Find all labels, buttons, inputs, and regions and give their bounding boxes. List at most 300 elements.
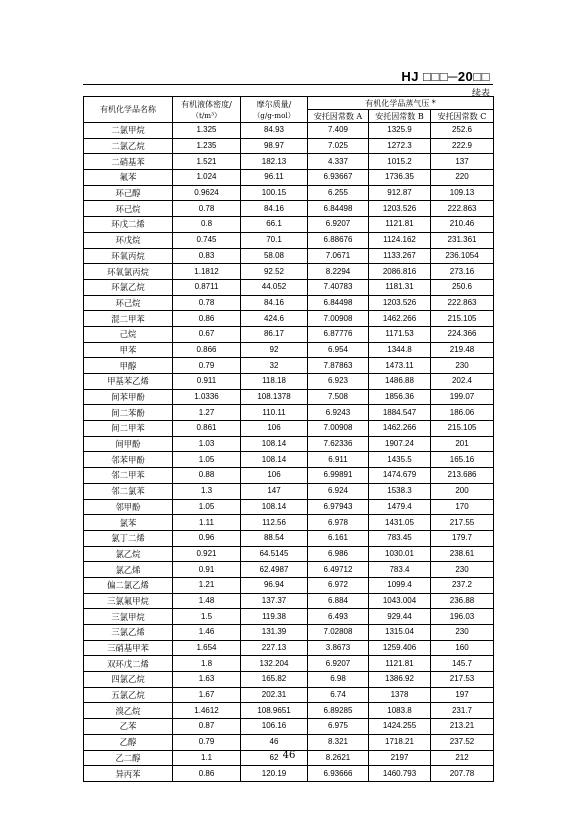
cell-chemical-name: 环戊烷	[84, 232, 173, 248]
cell-molar-mass: 147	[241, 483, 308, 499]
cell-antoine-b: 1315.04	[369, 625, 431, 641]
cell-density: 0.79	[173, 358, 241, 374]
cell-molar-mass: 118.18	[241, 374, 308, 390]
cell-antoine-a: 7.00908	[308, 421, 369, 437]
cell-molar-mass: 112.56	[241, 515, 308, 531]
cell-molar-mass: 227.13	[241, 640, 308, 656]
document-code: HJ □□□─20□□	[401, 69, 490, 84]
cell-chemical-name: 己烷	[84, 326, 173, 342]
cell-antoine-a: 7.0671	[308, 248, 369, 264]
cell-antoine-b: 1325.9	[369, 123, 431, 139]
header-molar-label: 摩尔质量/	[256, 99, 292, 109]
cell-antoine-b: 2197	[369, 750, 431, 766]
cell-molar-mass: 84.16	[241, 295, 308, 311]
cell-antoine-b: 1121.81	[369, 656, 431, 672]
cell-molar-mass: 119.38	[241, 609, 308, 625]
cell-antoine-c: 250.6	[431, 279, 494, 295]
cell-antoine-c: 212	[431, 750, 494, 766]
cell-antoine-b: 1203.526	[369, 295, 431, 311]
cell-antoine-b: 1462.266	[369, 311, 431, 327]
cell-molar-mass: 86.17	[241, 326, 308, 342]
cell-antoine-b: 1171.53	[369, 326, 431, 342]
cell-density: 0.96	[173, 530, 241, 546]
cell-antoine-b: 912.87	[369, 185, 431, 201]
table-row	[84, 295, 494, 311]
cell-chemical-name: 邻苯甲酚	[84, 452, 173, 468]
cell-antoine-b: 783.45	[369, 530, 431, 546]
cell-chemical-name: 环氧氯丙烷	[84, 264, 173, 280]
table-row	[84, 279, 494, 295]
cell-molar-mass: 32	[241, 358, 308, 374]
table-row	[84, 562, 494, 578]
cell-antoine-c: 222.9	[431, 138, 494, 154]
cell-density: 1.235	[173, 138, 241, 154]
cell-chemical-name: 异丙苯	[84, 766, 173, 782]
cell-molar-mass: 66.1	[241, 217, 308, 233]
cell-antoine-c: 197	[431, 687, 494, 703]
table-row	[84, 468, 494, 484]
table-row	[84, 421, 494, 437]
cell-antoine-c: 215.105	[431, 311, 494, 327]
cell-antoine-a: 8.2621	[308, 750, 369, 766]
cell-chemical-name: 间二苯酚	[84, 405, 173, 421]
cell-antoine-c: 217.55	[431, 515, 494, 531]
header-density-label: 有机液体密度/	[181, 99, 232, 109]
cell-chemical-name: 乙二醇	[84, 750, 173, 766]
cell-antoine-c: 230	[431, 625, 494, 641]
cell-antoine-a: 6.93667	[308, 170, 369, 186]
cell-molar-mass: 70.1	[241, 232, 308, 248]
cell-antoine-a: 7.40783	[308, 279, 369, 295]
cell-antoine-a: 6.255	[308, 185, 369, 201]
cell-antoine-b: 1736.35	[369, 170, 431, 186]
table-row	[84, 530, 494, 546]
cell-antoine-c: 202.4	[431, 374, 494, 390]
cell-density: 1.05	[173, 499, 241, 515]
cell-antoine-c: 236.1054	[431, 248, 494, 264]
cell-density: 0.921	[173, 546, 241, 562]
cell-antoine-c: 170	[431, 499, 494, 515]
cell-antoine-c: 213.686	[431, 468, 494, 484]
cell-molar-mass: 108.9651	[241, 703, 308, 719]
cell-antoine-a: 7.87863	[308, 358, 369, 374]
cell-antoine-c: 219.48	[431, 342, 494, 358]
cell-chemical-name: 三氯氟甲烷	[84, 593, 173, 609]
cell-molar-mass: 108.14	[241, 452, 308, 468]
cell-chemical-name: 混二甲苯	[84, 311, 173, 327]
table-row	[84, 640, 494, 656]
cell-antoine-c: 201	[431, 436, 494, 452]
cell-molar-mass: 88.54	[241, 530, 308, 546]
cell-density: 1.3	[173, 483, 241, 499]
header-chemical-name: 有机化学品名称	[84, 97, 173, 123]
cell-antoine-c: 224.366	[431, 326, 494, 342]
table-row	[84, 248, 494, 264]
table-row	[84, 515, 494, 531]
cell-antoine-a: 6.74	[308, 687, 369, 703]
table-row	[84, 170, 494, 186]
cell-chemical-name: 氯乙烯	[84, 562, 173, 578]
cell-density: 1.27	[173, 405, 241, 421]
cell-molar-mass: 84.16	[241, 201, 308, 217]
cell-density: 1.325	[173, 123, 241, 139]
cell-antoine-b: 1462.266	[369, 421, 431, 437]
cell-density: 1.21	[173, 577, 241, 593]
cell-density: 0.9624	[173, 185, 241, 201]
cell-density: 1.8	[173, 656, 241, 672]
cell-antoine-c: 215.105	[431, 421, 494, 437]
cell-antoine-a: 8.2294	[308, 264, 369, 280]
table-body	[84, 123, 494, 782]
cell-density: 1.4612	[173, 703, 241, 719]
cell-density: 0.8	[173, 217, 241, 233]
cell-chemical-name: 邻甲酚	[84, 499, 173, 515]
cell-antoine-b: 1424.255	[369, 719, 431, 735]
cell-antoine-c: 230	[431, 562, 494, 578]
cell-chemical-name: 邻二甲苯	[84, 468, 173, 484]
cell-antoine-b: 1133.267	[369, 248, 431, 264]
cell-antoine-c: 137	[431, 154, 494, 170]
header-density	[173, 97, 241, 123]
table-row	[84, 483, 494, 499]
cell-antoine-a: 6.49712	[308, 562, 369, 578]
cell-chemical-name: 氯乙烷	[84, 546, 173, 562]
cell-molar-mass: 132.204	[241, 656, 308, 672]
cell-density: 1.024	[173, 170, 241, 186]
cell-antoine-a: 4.337	[308, 154, 369, 170]
cell-antoine-a: 6.88676	[308, 232, 369, 248]
header-molar-unit: （g/g-mol）	[253, 110, 295, 120]
cell-antoine-a: 6.493	[308, 609, 369, 625]
cell-antoine-a: 6.98	[308, 672, 369, 688]
cell-chemical-name: 氟苯	[84, 170, 173, 186]
cell-antoine-c: 222.863	[431, 201, 494, 217]
cell-antoine-b: 1884.547	[369, 405, 431, 421]
table-row	[84, 201, 494, 217]
cell-molar-mass: 202.31	[241, 687, 308, 703]
cell-density: 0.88	[173, 468, 241, 484]
cell-density: 1.67	[173, 687, 241, 703]
cell-antoine-c: 145.7	[431, 656, 494, 672]
cell-antoine-a: 6.9207	[308, 217, 369, 233]
table-row	[84, 766, 494, 782]
table-row	[84, 734, 494, 750]
table-row	[84, 719, 494, 735]
table-row	[84, 311, 494, 327]
cell-chemical-name: 甲基苯乙烯	[84, 374, 173, 390]
header-vapor-pressure: 有机化学品蒸气压 *	[308, 97, 494, 110]
table-row	[84, 264, 494, 280]
cell-chemical-name: 环氯乙烷	[84, 279, 173, 295]
table-row	[84, 625, 494, 641]
cell-molar-mass: 92.52	[241, 264, 308, 280]
cell-molar-mass: 108.1378	[241, 389, 308, 405]
cell-antoine-c: 237.52	[431, 734, 494, 750]
cell-molar-mass: 64.5145	[241, 546, 308, 562]
cell-antoine-b: 1121.81	[369, 217, 431, 233]
cell-antoine-c: 237.2	[431, 577, 494, 593]
cell-density: 0.67	[173, 326, 241, 342]
table-row	[84, 609, 494, 625]
cell-density: 0.745	[173, 232, 241, 248]
table-row	[84, 405, 494, 421]
cell-antoine-c: 196.03	[431, 609, 494, 625]
cell-antoine-b: 1015.2	[369, 154, 431, 170]
cell-molar-mass: 62	[241, 750, 308, 766]
cell-molar-mass: 165.82	[241, 672, 308, 688]
cell-density: 1.5	[173, 609, 241, 625]
cell-antoine-b: 1259.406	[369, 640, 431, 656]
table-row	[84, 672, 494, 688]
cell-antoine-c: 160	[431, 640, 494, 656]
cell-chemical-name: 双环戊二烯	[84, 656, 173, 672]
table-row	[84, 232, 494, 248]
cell-antoine-c: 213.21	[431, 719, 494, 735]
cell-chemical-name: 环己烷	[84, 295, 173, 311]
cell-chemical-name: 二氯甲烷	[84, 123, 173, 139]
cell-antoine-c: 199.07	[431, 389, 494, 405]
cell-antoine-a: 6.954	[308, 342, 369, 358]
cell-chemical-name: 三硝基甲苯	[84, 640, 173, 656]
cell-antoine-c: 222.863	[431, 295, 494, 311]
cell-antoine-b: 1378	[369, 687, 431, 703]
cell-density: 1.11	[173, 515, 241, 531]
cell-antoine-c: 217.53	[431, 672, 494, 688]
cell-chemical-name: 二氯乙烷	[84, 138, 173, 154]
cell-density: 1.0336	[173, 389, 241, 405]
cell-antoine-b: 1538.3	[369, 483, 431, 499]
cell-chemical-name: 溴乙烷	[84, 703, 173, 719]
cell-antoine-a: 6.87776	[308, 326, 369, 342]
table-row	[84, 546, 494, 562]
cell-antoine-b: 1718.21	[369, 734, 431, 750]
cell-density: 0.78	[173, 295, 241, 311]
table-row	[84, 577, 494, 593]
table-row	[84, 138, 494, 154]
cell-antoine-a: 6.99891	[308, 468, 369, 484]
cell-chemical-name: 氯苯	[84, 515, 173, 531]
table-row	[84, 342, 494, 358]
cell-density: 0.87	[173, 719, 241, 735]
cell-density: 1.03	[173, 436, 241, 452]
cell-chemical-name: 甲醇	[84, 358, 173, 374]
table-row	[84, 217, 494, 233]
cell-antoine-c: 200	[431, 483, 494, 499]
cell-density: 0.83	[173, 248, 241, 264]
cell-density: 1.1812	[173, 264, 241, 280]
cell-molar-mass: 100.15	[241, 185, 308, 201]
cell-chemical-name: 间二甲苯	[84, 421, 173, 437]
cell-chemical-name: 环戊二烯	[84, 217, 173, 233]
cell-chemical-name: 甲苯	[84, 342, 173, 358]
cell-antoine-a: 6.978	[308, 515, 369, 531]
cell-antoine-c: 179.7	[431, 530, 494, 546]
cell-antoine-a: 6.924	[308, 483, 369, 499]
table-row	[84, 656, 494, 672]
cell-molar-mass: 108.14	[241, 499, 308, 515]
cell-chemical-name: 环己醇	[84, 185, 173, 201]
cell-antoine-a: 6.986	[308, 546, 369, 562]
cell-antoine-a: 6.89285	[308, 703, 369, 719]
cell-antoine-a: 6.84498	[308, 295, 369, 311]
cell-density: 0.911	[173, 374, 241, 390]
table-row	[84, 123, 494, 139]
cell-antoine-b: 1344.8	[369, 342, 431, 358]
table-row	[84, 185, 494, 201]
cell-antoine-a: 6.93666	[308, 766, 369, 782]
table-row	[84, 593, 494, 609]
cell-antoine-c: 165.16	[431, 452, 494, 468]
table-row	[84, 703, 494, 719]
cell-antoine-b: 1083.8	[369, 703, 431, 719]
table-row	[84, 687, 494, 703]
cell-antoine-b: 929.44	[369, 609, 431, 625]
cell-antoine-b: 1030.01	[369, 546, 431, 562]
table-row	[84, 358, 494, 374]
cell-antoine-c: 186.06	[431, 405, 494, 421]
cell-chemical-name: 三氯甲烷	[84, 609, 173, 625]
cell-antoine-b: 1435.5	[369, 452, 431, 468]
cell-molar-mass: 96.11	[241, 170, 308, 186]
page-number: 46	[282, 750, 296, 761]
cell-chemical-name: 间甲酚	[84, 436, 173, 452]
cell-chemical-name: 五氯乙烷	[84, 687, 173, 703]
cell-antoine-b: 1386.92	[369, 672, 431, 688]
cell-molar-mass: 137.37	[241, 593, 308, 609]
cell-chemical-name: 乙醇	[84, 734, 173, 750]
cell-density: 1.1	[173, 750, 241, 766]
table-row	[84, 499, 494, 515]
cell-molar-mass: 96.94	[241, 577, 308, 593]
cell-antoine-a: 6.84498	[308, 201, 369, 217]
cell-antoine-b: 1124.162	[369, 232, 431, 248]
cell-molar-mass: 46	[241, 734, 308, 750]
cell-density: 0.91	[173, 562, 241, 578]
cell-antoine-b: 1486.88	[369, 374, 431, 390]
cell-antoine-c: 273.16	[431, 264, 494, 280]
cell-antoine-a: 7.508	[308, 389, 369, 405]
cell-chemical-name: 氯丁二烯	[84, 530, 173, 546]
cell-antoine-c: 236.88	[431, 593, 494, 609]
cell-density: 0.78	[173, 201, 241, 217]
cell-antoine-b: 1479.4	[369, 499, 431, 515]
cell-chemical-name: 环己烷	[84, 201, 173, 217]
cell-antoine-c: 207.78	[431, 766, 494, 782]
cell-antoine-b: 1203.526	[369, 201, 431, 217]
cell-molar-mass: 98.97	[241, 138, 308, 154]
header-density-unit: （t/m³）	[191, 110, 222, 120]
cell-antoine-b: 1181.31	[369, 279, 431, 295]
cell-density: 1.63	[173, 672, 241, 688]
cell-antoine-a: 7.025	[308, 138, 369, 154]
cell-chemical-name: 间苯甲酚	[84, 389, 173, 405]
cell-antoine-a: 6.911	[308, 452, 369, 468]
cell-antoine-a: 8.321	[308, 734, 369, 750]
cell-antoine-c: 109.13	[431, 185, 494, 201]
cell-antoine-a: 7.62336	[308, 436, 369, 452]
header-antoine-c: 安托因常数 C	[431, 110, 494, 123]
cell-antoine-c: 238.61	[431, 546, 494, 562]
cell-antoine-b: 1460.793	[369, 766, 431, 782]
cell-density: 0.861	[173, 421, 241, 437]
cell-antoine-b: 1856.36	[369, 389, 431, 405]
cell-antoine-a: 6.972	[308, 577, 369, 593]
cell-antoine-a: 7.00908	[308, 311, 369, 327]
cell-antoine-a: 6.161	[308, 530, 369, 546]
continued-label: 续表	[471, 89, 490, 99]
cell-molar-mass: 110.11	[241, 405, 308, 421]
cell-antoine-b: 783.4	[369, 562, 431, 578]
cell-molar-mass: 182.13	[241, 154, 308, 170]
cell-antoine-a: 6.9243	[308, 405, 369, 421]
cell-molar-mass: 120.19	[241, 766, 308, 782]
cell-antoine-a: 6.9207	[308, 656, 369, 672]
cell-antoine-a: 7.02808	[308, 625, 369, 641]
cell-antoine-a: 7.409	[308, 123, 369, 139]
cell-molar-mass: 106.16	[241, 719, 308, 735]
cell-antoine-c: 210.46	[431, 217, 494, 233]
table-row	[84, 389, 494, 405]
cell-antoine-a: 3.8673	[308, 640, 369, 656]
header-rule	[83, 84, 493, 85]
cell-antoine-a: 6.884	[308, 593, 369, 609]
table-row	[84, 436, 494, 452]
cell-antoine-b: 1272.3	[369, 138, 431, 154]
cell-antoine-c: 220	[431, 170, 494, 186]
table-row	[84, 452, 494, 468]
cell-chemical-name: 邻二氯苯	[84, 483, 173, 499]
cell-density: 0.86	[173, 766, 241, 782]
cell-density: 0.86	[173, 311, 241, 327]
cell-antoine-c: 231.7	[431, 703, 494, 719]
cell-molar-mass: 44.052	[241, 279, 308, 295]
cell-molar-mass: 58.08	[241, 248, 308, 264]
cell-density: 1.46	[173, 625, 241, 641]
cell-antoine-b: 1043.004	[369, 593, 431, 609]
table-row	[84, 374, 494, 390]
cell-density: 1.521	[173, 154, 241, 170]
vapor-pressure-table	[83, 96, 494, 782]
cell-antoine-a: 6.97943	[308, 499, 369, 515]
cell-density: 0.79	[173, 734, 241, 750]
cell-antoine-b: 1474.679	[369, 468, 431, 484]
cell-antoine-a: 6.975	[308, 719, 369, 735]
cell-chemical-name: 四氯乙烷	[84, 672, 173, 688]
cell-molar-mass: 131.39	[241, 625, 308, 641]
header-molar-mass	[241, 97, 308, 123]
cell-density: 1.05	[173, 452, 241, 468]
cell-density: 1.48	[173, 593, 241, 609]
cell-chemical-name: 偏二氯乙烯	[84, 577, 173, 593]
cell-chemical-name: 乙苯	[84, 719, 173, 735]
table-row	[84, 154, 494, 170]
cell-molar-mass: 424.6	[241, 311, 308, 327]
table-row	[84, 326, 494, 342]
cell-antoine-c: 231.361	[431, 232, 494, 248]
cell-molar-mass: 62.4987	[241, 562, 308, 578]
cell-chemical-name: 三氯乙烯	[84, 625, 173, 641]
cell-antoine-b: 1907.24	[369, 436, 431, 452]
cell-molar-mass: 106	[241, 468, 308, 484]
cell-antoine-b: 1431.05	[369, 515, 431, 531]
cell-molar-mass: 108.14	[241, 436, 308, 452]
cell-density: 0.866	[173, 342, 241, 358]
cell-antoine-b: 1099.4	[369, 577, 431, 593]
cell-density: 1.654	[173, 640, 241, 656]
cell-antoine-c: 230	[431, 358, 494, 374]
header-antoine-b: 安托因常数 B	[369, 110, 431, 123]
cell-antoine-b: 2086.816	[369, 264, 431, 280]
